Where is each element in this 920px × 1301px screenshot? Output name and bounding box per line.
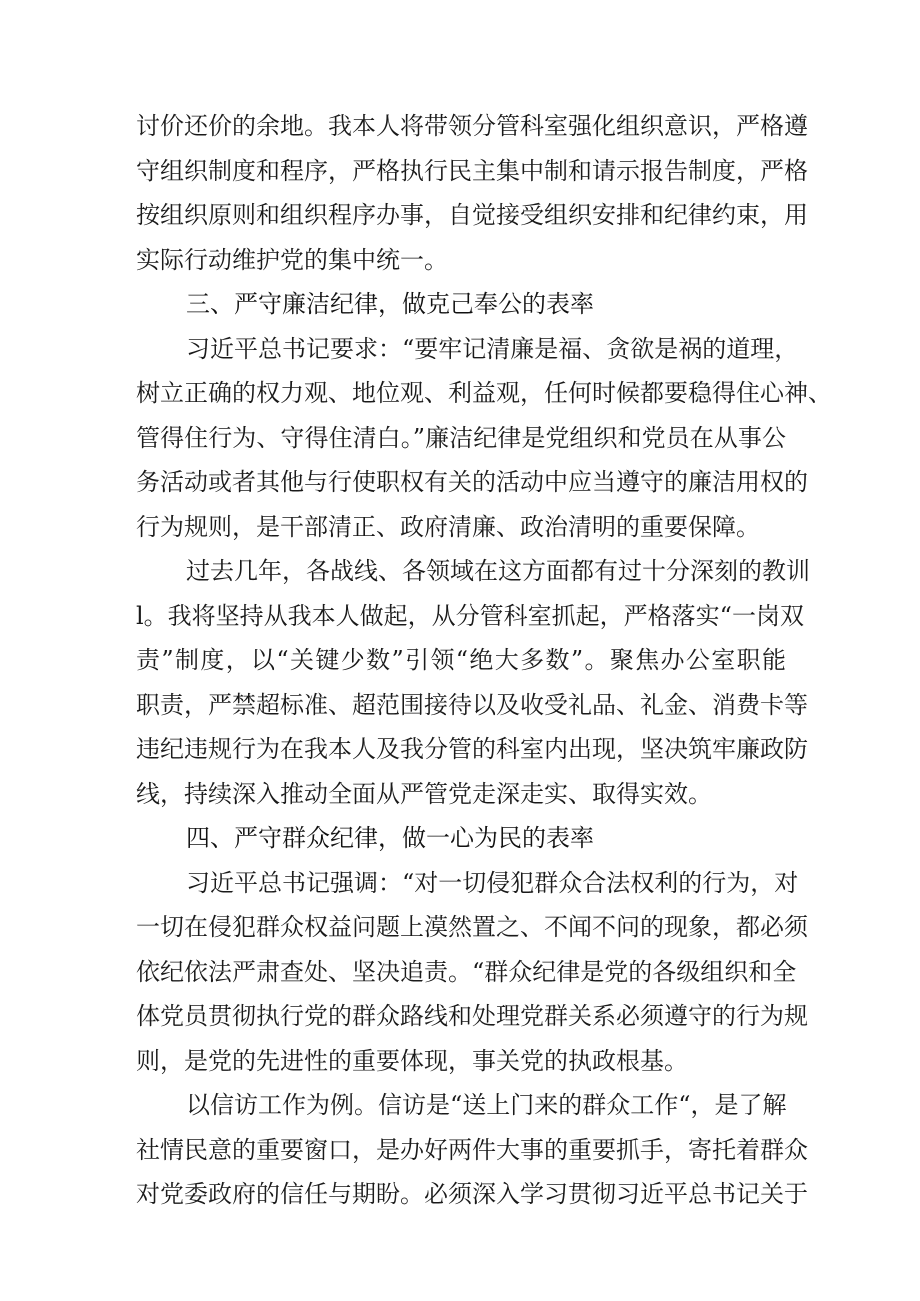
paragraph-line: 务活动或者其他与行使职权有关的活动中应当遵守的廉洁用权的 [136,468,808,496]
paragraph-line: 树立正确的权力观、地位观、利益观，任何时候都要稳得住心神、 [136,379,832,407]
paragraph-line: 违纪违规行为在我本人及我分管的科室内出现，坚决筑牢廉政防 [136,735,808,763]
paragraph-line: 对党委政府的信任与期盼。必须深入学习贯彻习近平总书记关于 [136,1180,808,1208]
paragraph-line: 守组织制度和程序，严格执行民主集中制和请示报告制度，严格 [136,157,808,185]
paragraph-line: 则，是党的先进性的重要体现，事关党的执政根基。 [136,1047,688,1075]
paragraph-line: 依纪依法严肃查处、坚决追责。“群众纪律是党的各级组织和全 [136,958,797,986]
paragraph-line: 过去几年，各战线、各领域在这方面都有过十分深刻的教训 [186,557,810,585]
paragraph-line: 行为规则，是干部清正、政府清廉、政治清明的重要保障。 [136,513,760,541]
paragraph-line: 管得住行为、守得住清白。”廉洁纪律是党组织和党员在从事公 [136,424,786,452]
paragraph-line: 习近平总书记强调：“对一切侵犯群众合法权利的行为，对 [186,869,799,897]
paragraph-line: 体党员贯彻执行党的群众路线和处理党群关系必须遵守的行为规 [136,1002,808,1030]
paragraph-line: l。我将坚持从我本人做起，从分管科室抓起，严格落实“一岗双 [136,602,804,630]
paragraph-line: 一切在侵犯群众权益问题上漠然置之、不闻不问的现象，都必须 [136,913,808,941]
paragraph-line: 线，持续深入推动全面从严管党走深走实、取得实效。 [136,780,712,808]
paragraph-line: 实际行动维护党的集中统一。 [136,246,448,274]
paragraph-line: 职责，严禁超标准、超范围接待以及收受礼品、礼金、消费卡等 [136,691,808,719]
paragraph-line: 责”制度，以“关键少数”引领“绝大多数”。聚焦办公室职能 [136,646,786,674]
section-heading-3: 三、严守廉洁纪律，做克己奉公的表率 [186,290,594,318]
section-heading-4: 四、严守群众纪律，做一心为民的表率 [186,824,594,852]
paragraph-line: 讨价还价的余地。我本人将带领分管科室强化组织意识，严格遵 [136,112,808,140]
paragraph-line: 习近平总书记要求：“要牢记清廉是福、贪欲是祸的道理， [186,335,799,363]
paragraph-line: 社情民意的重要窗口，是办好两件大事的重要抓手，寄托着群众 [136,1136,808,1164]
paragraph-line: 按组织原则和组织程序办事，自觉接受组织安排和纪律约束，用 [136,201,808,229]
paragraph-line: 以信访工作为例。信访是“送上门来的群众工作“，是了解 [186,1091,787,1119]
